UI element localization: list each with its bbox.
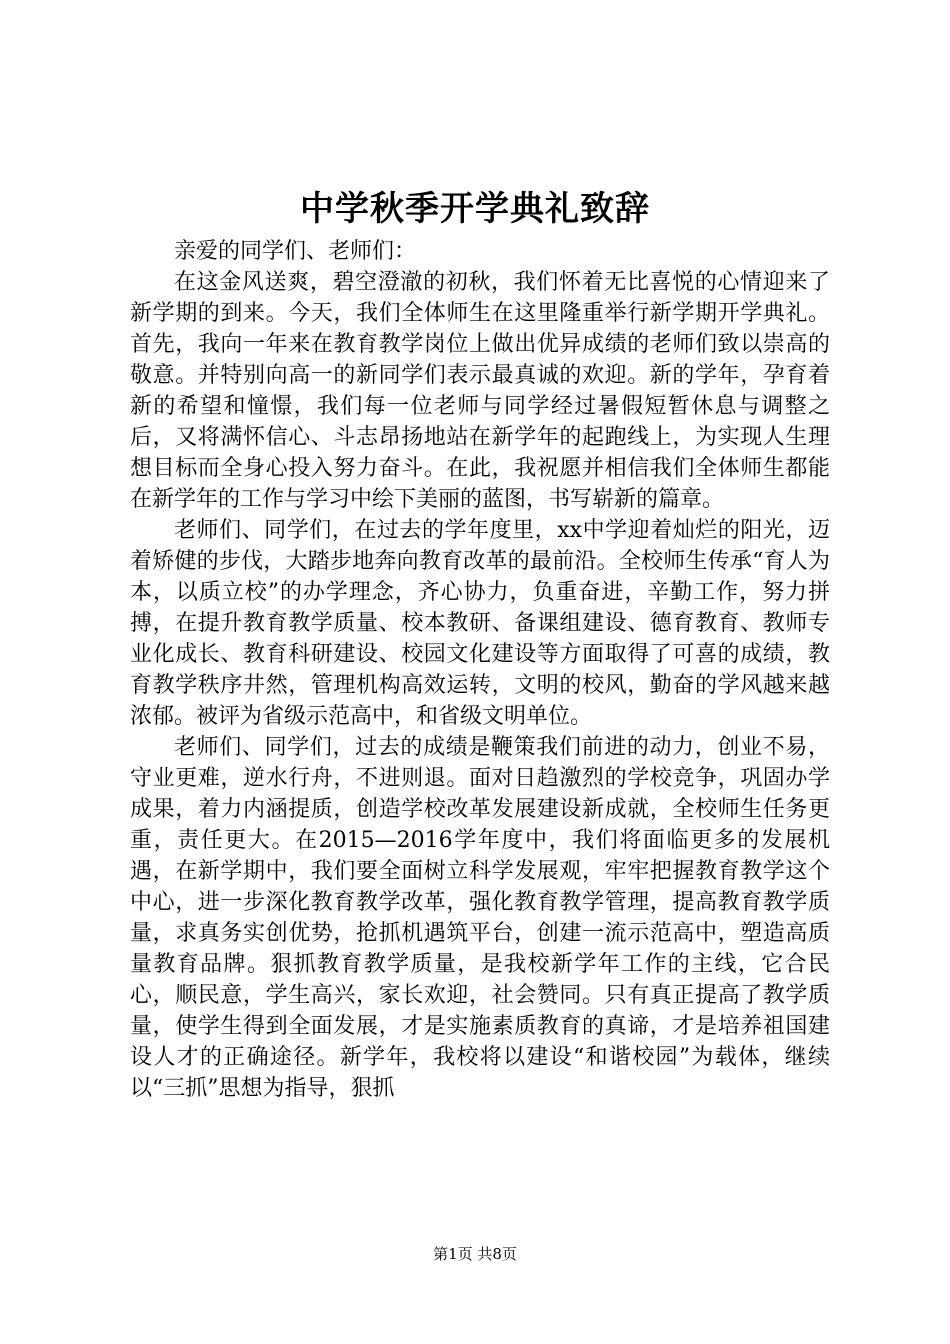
document-body <box>130 236 830 1104</box>
paragraph-2: 老师们、同学们，在过去的学年度里，xx中学迎着灿烂的阳光，迈着矫健的步伐，大踏步地奔向教育改革的最前沿。全校师生传承“育人为本，以质立校”的办学理念，齐心协力，负重奋进，辛勤工作，努力拼搏，在提升教育教学质量、校本教研、备课组建设、德育教育、教师专业化成长、教育科研建设、校园文化建设等方面取得了可喜的成绩，教育教学秩序井然，管理机构高效运转，文明的校风，勤奋的学风越来越浓郁。被评为省级示范高中，和省级文明单位。 <box>130 518 830 729</box>
document-title: 中学秋季开学典礼致辞 <box>300 189 650 229</box>
salutation: 亲爱的同学们、老师们： <box>174 239 417 264</box>
page-footer: 第1页 共8页 <box>433 1245 517 1263</box>
paragraph-3: 老师们、同学们，过去的成绩是鞭策我们前进的动力，创业不易，守业更难，逆水行舟，不进则退。面对日趋激烈的学校竞争，巩固办学成果，着力内涵提质，创造学校改革发展建设新成就，全校师生任务更重，责任更大。在2015—2016学年度中，我们将面临更多的发展机遇，在新学期中，我们要全面树立科学发展观，牢牢把握教育教学这个中心，进一步深化教育教学改革，强化教育教学管理，提高教育教学质量，求真务实创优势，抢抓机遇筑平台，创建一流示范高中，塑造高质量教育品牌。狠抓教育教学质量，是我校新学年工作的主线，它合民心，顺民意，学生高兴，家长欢迎，社会赞同。只有真正提高了教学质量，使学生得到全面发展，才是实施素质教育的真谛，才是培养祖国建设人才的正确途径。新学年，我校将以建设“和谐校园”为载体，继续以“三抓”思想为指导，狠抓 <box>130 735 830 1101</box>
paragraph-1: 在这金风送爽，碧空澄澈的初秋，我们怀着无比喜悦的心情迎来了新学期的到来。今天，我们全体师生在这里隆重举行新学期开学典礼。首先，我向一年来在教育教学岗位上做出优异成绩的老师们致以崇高的敬意。并特别向高一的新同学们表示最真诚的欢迎。新的学年，孕育着新的希望和憧憬，我们每一位老师与同学经过暑假短暂休息与调整之后，又将满怀信心、斗志昂扬地站在新学年的起跑线上，为实现人生理想目标而全身心投入努力奋斗。在此，我祝愿并相信我们全体师生都能在新学年的工作与学习中绘下美丽的蓝图，书写崭新的篇章。 <box>130 270 830 512</box>
